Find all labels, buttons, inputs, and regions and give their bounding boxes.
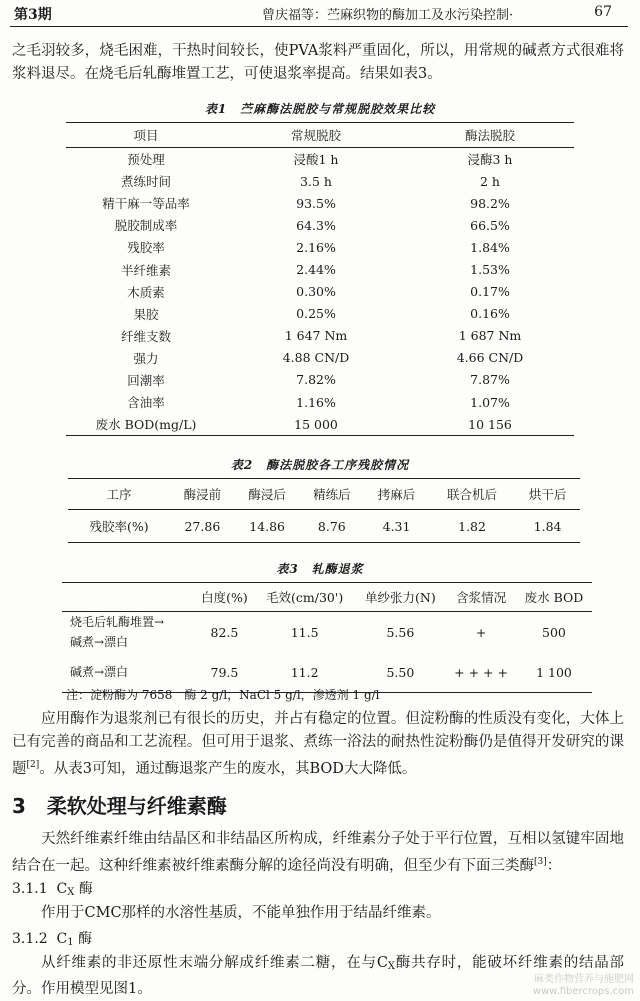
enzyme-suffix: 酶 [78, 881, 93, 897]
table2-cell: 27.86 [184, 518, 221, 534]
subsection-number: 3.1.1 [12, 881, 48, 897]
enzyme-subscript: 1 [67, 937, 74, 948]
paragraph-text: 天然纤维素纤维由结晶区和非结晶区所构成，纤维素分子处于平行位置，互相以氢键牢固地结合在一起。这种纤维素被纤维素酶分解的途径尚没有明确，但至少有下面三类酶 [12, 831, 624, 874]
table1 [66, 122, 574, 436]
section-heading [12, 790, 227, 819]
paragraph-enzyme-desizing [12, 708, 624, 781]
table2-cell: 4.31 [382, 518, 411, 534]
table3-col-header: 毛效(cm/30') [255, 583, 355, 612]
enzyme-name: C [56, 881, 68, 897]
paragraph-text: 。从表3可知，通过酶退浆产生的废水，其BOD大大降低。 [39, 760, 417, 777]
enzyme-name: C [56, 931, 68, 947]
table1-cell: 10 156 [468, 416, 512, 432]
table-row [66, 369, 574, 391]
subsection-3-1-1-heading [12, 878, 93, 898]
table-row [66, 303, 574, 325]
table1-cell: 66.5% [470, 217, 510, 233]
table1-cell: 4.88 CN/D [282, 350, 350, 366]
table3 [62, 582, 592, 693]
table1-cell: 93.5% [296, 195, 336, 211]
running-header [0, 0, 640, 24]
table1-cell: 2.16% [296, 239, 336, 255]
table3-caption: 表3 轧酶退浆 [276, 562, 364, 576]
table1-cell: 64.3% [296, 217, 336, 233]
table-row [68, 510, 580, 543]
table1-cell: 煮练时间 [120, 174, 171, 190]
table-row [66, 192, 574, 214]
table3-cell: 79.5 [210, 664, 239, 680]
table1-cell: 0.25% [296, 306, 336, 322]
table2-cell: 8.76 [317, 518, 346, 534]
table2-caption: 表2 酶法脱胶各工序残胶情况 [230, 458, 410, 472]
subsection-3-1-2-heading [12, 928, 92, 948]
table1-cell: 7.87% [470, 372, 510, 388]
table3-cell: 11.5 [290, 624, 319, 640]
table2-cell: 1.82 [458, 518, 486, 534]
table3-cell: 11.2 [290, 664, 319, 680]
table1-cell: 7.82% [296, 372, 336, 388]
table1-cell: 强力 [133, 350, 159, 366]
paragraph-text: ： [546, 857, 562, 874]
table-row [66, 236, 574, 258]
subsection-number: 3.1.2 [12, 931, 48, 947]
table2-cell: 1.84 [533, 518, 562, 534]
process-line: 烧毛后轧酶堆置→ [70, 615, 165, 629]
table3-cell: 1 100 [536, 664, 572, 680]
enzyme-subscript: X [387, 961, 396, 972]
table1-cell: 2 h [480, 173, 500, 189]
table1-cell: 1 687 Nm [458, 328, 522, 344]
table3-col-header: 白度(%) [194, 583, 254, 612]
table1-cell: 1 647 Nm [284, 328, 348, 344]
table1-cell: 残胶率 [127, 240, 165, 256]
table1-cell: 1.53% [470, 262, 510, 278]
table1-cell: 2.44% [296, 262, 336, 278]
table2-col-header: 工序 [68, 479, 170, 510]
reference-marker: [2] [26, 760, 40, 770]
table1-cell: 1.84% [470, 239, 510, 255]
table1-cell: 果胶 [133, 306, 159, 322]
table3-note: 注：淀粉酶为 7658 酶 2 g/l，NaCl 5 g/l，渗透剂 1 g/l [66, 688, 380, 702]
running-title: 曾庆福等：苎麻织物的酶加工及水污染控制· [262, 8, 514, 23]
paragraph-cellulose [12, 828, 624, 878]
table2 [68, 478, 580, 543]
table3-col-header: 含浆情况 [446, 583, 516, 612]
table1-caption: 表1 苎麻酶法脱胶与常规脱胶效果比较 [204, 102, 436, 116]
table1-cell: 精干麻一等品率 [102, 196, 190, 212]
table1-cell: 木质素 [127, 284, 165, 300]
table2-col-header: 酶浸后 [235, 479, 300, 510]
table2-cell: 残胶率(%) [89, 519, 149, 534]
table-row [66, 325, 574, 347]
process-line: 碱煮→漂白 [70, 665, 129, 679]
paragraph-text: 酶共存时，能破坏纤维素的结晶部分。作用模型见图1。 [12, 955, 625, 997]
table1-cell: 1.07% [470, 394, 510, 410]
table3-col-header: 单纱张力(N) [355, 583, 447, 612]
table3-cell: 500 [542, 624, 566, 640]
table2-col-header: 拷麻后 [364, 479, 429, 510]
table1-cell: 0.16% [470, 306, 510, 322]
table1-cell: 纤维支数 [120, 328, 171, 344]
table-row [66, 170, 574, 192]
table2-col-header: 精练后 [299, 479, 364, 510]
table1-cell: 半纤维素 [120, 262, 171, 278]
table1-header-row [66, 123, 574, 148]
issue-number: 第3期 [14, 7, 52, 23]
reference-marker: [3] [534, 857, 547, 867]
table-row [66, 391, 574, 413]
table2-col-header: 烘干后 [515, 479, 580, 510]
table2-header-row [68, 479, 580, 510]
subsection-3-1-1-text: 作用于CMC那样的水溶性基质，不能单独作用于结晶纤维素。 [41, 905, 441, 921]
table3-cell: + + + + [454, 664, 508, 680]
table1-cell: 脱胶制成率 [114, 218, 178, 234]
section-title: 柔软处理与纤维素酶 [46, 794, 227, 818]
table1-cell: 98.2% [470, 195, 510, 211]
enzyme-subscript: X [67, 887, 75, 898]
table1-col-header: 酶法脱胶 [406, 123, 574, 148]
table-row [66, 258, 574, 280]
table3-col-header: 废水 BOD [516, 583, 592, 612]
table1-cell: 含油率 [127, 395, 165, 411]
table3-cell: 5.56 [386, 624, 415, 640]
table-row [66, 148, 574, 171]
table1-cell: 0.30% [296, 284, 336, 300]
paragraph-text: 从纤维素的非还原性末端分解成纤维素二糖，在与C [41, 955, 388, 971]
table1-cell: 15 000 [294, 416, 338, 432]
table1-cell: 浸酶3 h [467, 152, 513, 168]
table1-cell: 回潮率 [127, 372, 165, 388]
table-row [66, 214, 574, 236]
table1-cell: 浸酸1 h [293, 152, 339, 168]
table3-cell: + [475, 624, 487, 640]
header-rule [10, 26, 628, 27]
table3-cell: 82.5 [210, 624, 239, 640]
process-line: 碱煮→漂白 [70, 635, 129, 649]
watermark-line: 麻类作物营养与施肥网 [534, 974, 634, 985]
table3-cell: 5.50 [386, 664, 415, 680]
table2-col-header: 酶浸前 [170, 479, 235, 510]
table1-col-header: 项目 [66, 123, 226, 148]
table2-cell: 14.86 [249, 518, 285, 534]
table-row [66, 347, 574, 369]
table3-header-row [62, 583, 592, 612]
watermark [533, 974, 634, 998]
intro-paragraph: 之毛羽较多，烧毛困难，干热时间较长，使PVA浆料严重固化，所以，用常规的碱煮方式很难将浆料退尽。在烧毛后轧酶堆置工艺，可使退浆率提高。结果如表3。 [12, 43, 624, 82]
section-number: 3 [12, 794, 26, 818]
table-row [62, 612, 592, 653]
paragraph-text: 应用酶作为退浆剂已有很长的历史，并占有稳定的位置。但淀粉酶的性质没有变化，大体上已有完善的商品和工艺流程。但可用于退浆、煮练一浴法的耐热性淀粉酶仍是值得开发研究的课题 [12, 711, 624, 777]
table3-col-header [62, 583, 194, 612]
table1-cell: 废水 BOD(mg/L) [95, 417, 197, 433]
table-row [66, 281, 574, 303]
table1-cell: 1.16% [296, 394, 336, 410]
table1-cell: 预处理 [127, 152, 165, 168]
table1-cell: 0.17% [470, 284, 510, 300]
table1-cell: 4.66 CN/D [456, 350, 524, 366]
watermark-line: www.fibercrops.com [532, 986, 634, 997]
table1-cell: 3.5 h [300, 173, 332, 189]
page-number: 67 [594, 4, 612, 20]
table3-process-cell [62, 612, 194, 653]
table1-col-header: 常规脱胶 [226, 123, 406, 148]
table-row [66, 413, 574, 436]
enzyme-suffix: 酶 [78, 931, 93, 947]
table2-col-header: 联合机后 [429, 479, 515, 510]
